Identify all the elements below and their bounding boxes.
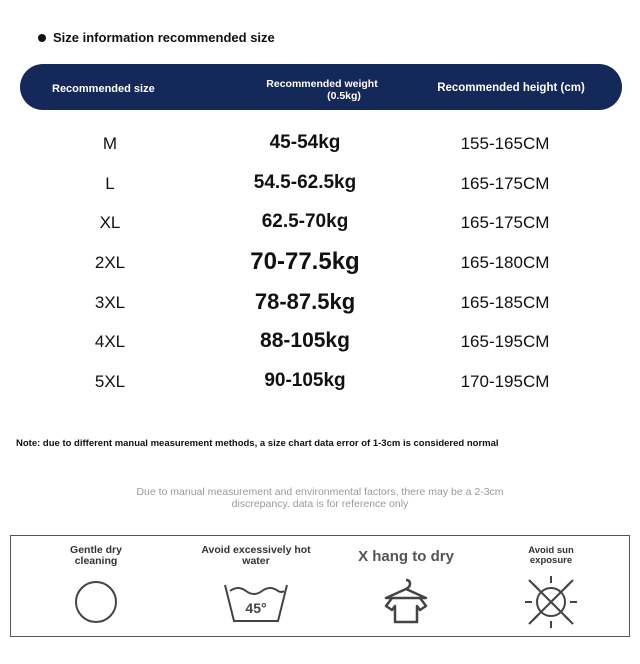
disclaimer-line-2: discrepancy. data is for reference only bbox=[231, 498, 409, 510]
table-row bbox=[0, 166, 640, 206]
wash-label bbox=[191, 545, 321, 567]
weight-cell: 90-105kg bbox=[264, 370, 346, 391]
sun-line-2: exposure bbox=[529, 555, 573, 566]
weight-cell: 78-87.5kg bbox=[254, 289, 356, 314]
table-row bbox=[0, 285, 640, 325]
size-cell: 4XL bbox=[94, 332, 126, 351]
hanger-shirt-icon bbox=[380, 576, 432, 626]
care-sun bbox=[491, 536, 611, 636]
height-cell: 165-175CM bbox=[460, 174, 550, 193]
table-row bbox=[0, 205, 640, 245]
hang-label: X hang to dry bbox=[358, 548, 454, 565]
weight-cell: 88-105kg bbox=[260, 329, 350, 352]
wash-tub-icon bbox=[222, 579, 290, 625]
table-row bbox=[0, 126, 640, 166]
header-weight bbox=[242, 78, 402, 102]
disclaimer bbox=[80, 486, 560, 510]
weight-cell: 62.5-70kg bbox=[261, 211, 349, 232]
header-weight-label: Recommended weight bbox=[266, 78, 378, 90]
size-cell: M bbox=[102, 134, 118, 153]
wash-line-2: water bbox=[242, 555, 270, 567]
disclaimer-line-1: Due to manual measurement and environmental factors, there may be a 2-3cm bbox=[136, 486, 504, 498]
height-cell: 165-175CM bbox=[460, 213, 550, 232]
dry-clean-label bbox=[41, 545, 151, 567]
weight-cell: 45-54kg bbox=[269, 132, 341, 153]
height-cell: 170-195CM bbox=[460, 372, 550, 391]
wash-line-1: Avoid excessively hot bbox=[201, 544, 311, 556]
table-header bbox=[20, 64, 622, 110]
weight-cell: 54.5-62.5kg bbox=[253, 172, 357, 193]
sun-line-1: Avoid sun bbox=[528, 545, 574, 556]
size-cell: XL bbox=[99, 213, 121, 232]
size-cell: L bbox=[105, 174, 115, 193]
dry-clean-line-2: cleaning bbox=[74, 555, 118, 567]
no-sun-icon bbox=[521, 572, 581, 632]
dry-clean-circle-icon bbox=[73, 579, 119, 625]
header-weight-unit: (0.5kg) bbox=[327, 90, 361, 102]
care-instructions bbox=[10, 535, 630, 637]
weight-cell: 70-77.5kg bbox=[250, 248, 360, 275]
size-cell: 5XL bbox=[94, 372, 126, 391]
height-cell: 165-195CM bbox=[460, 332, 550, 351]
dry-clean-line-1: Gentle dry bbox=[70, 544, 122, 556]
measurement-note: Note: due to different manual measurement methods, a size chart data error of 1-3cm is considered normal bbox=[16, 438, 499, 449]
header-size: Recommended size bbox=[52, 83, 155, 95]
table-row bbox=[0, 245, 640, 285]
sun-label bbox=[491, 546, 611, 566]
size-cell: 2XL bbox=[94, 253, 126, 272]
section-title bbox=[38, 30, 275, 45]
care-hang bbox=[341, 536, 471, 636]
bullet-icon bbox=[38, 34, 46, 42]
height-cell: 155-165CM bbox=[460, 134, 550, 153]
size-cell: 3XL bbox=[94, 293, 126, 312]
table-row bbox=[0, 324, 640, 364]
care-wash bbox=[191, 536, 321, 636]
wash-temp: 45° bbox=[245, 600, 267, 616]
height-cell: 165-180CM bbox=[460, 253, 550, 272]
header-height: Recommended height (cm) bbox=[437, 82, 585, 94]
height-cell: 165-185CM bbox=[460, 293, 550, 312]
care-dry-clean bbox=[41, 536, 151, 636]
section-title-text: Size information recommended size bbox=[53, 30, 275, 45]
table-row bbox=[0, 364, 640, 404]
